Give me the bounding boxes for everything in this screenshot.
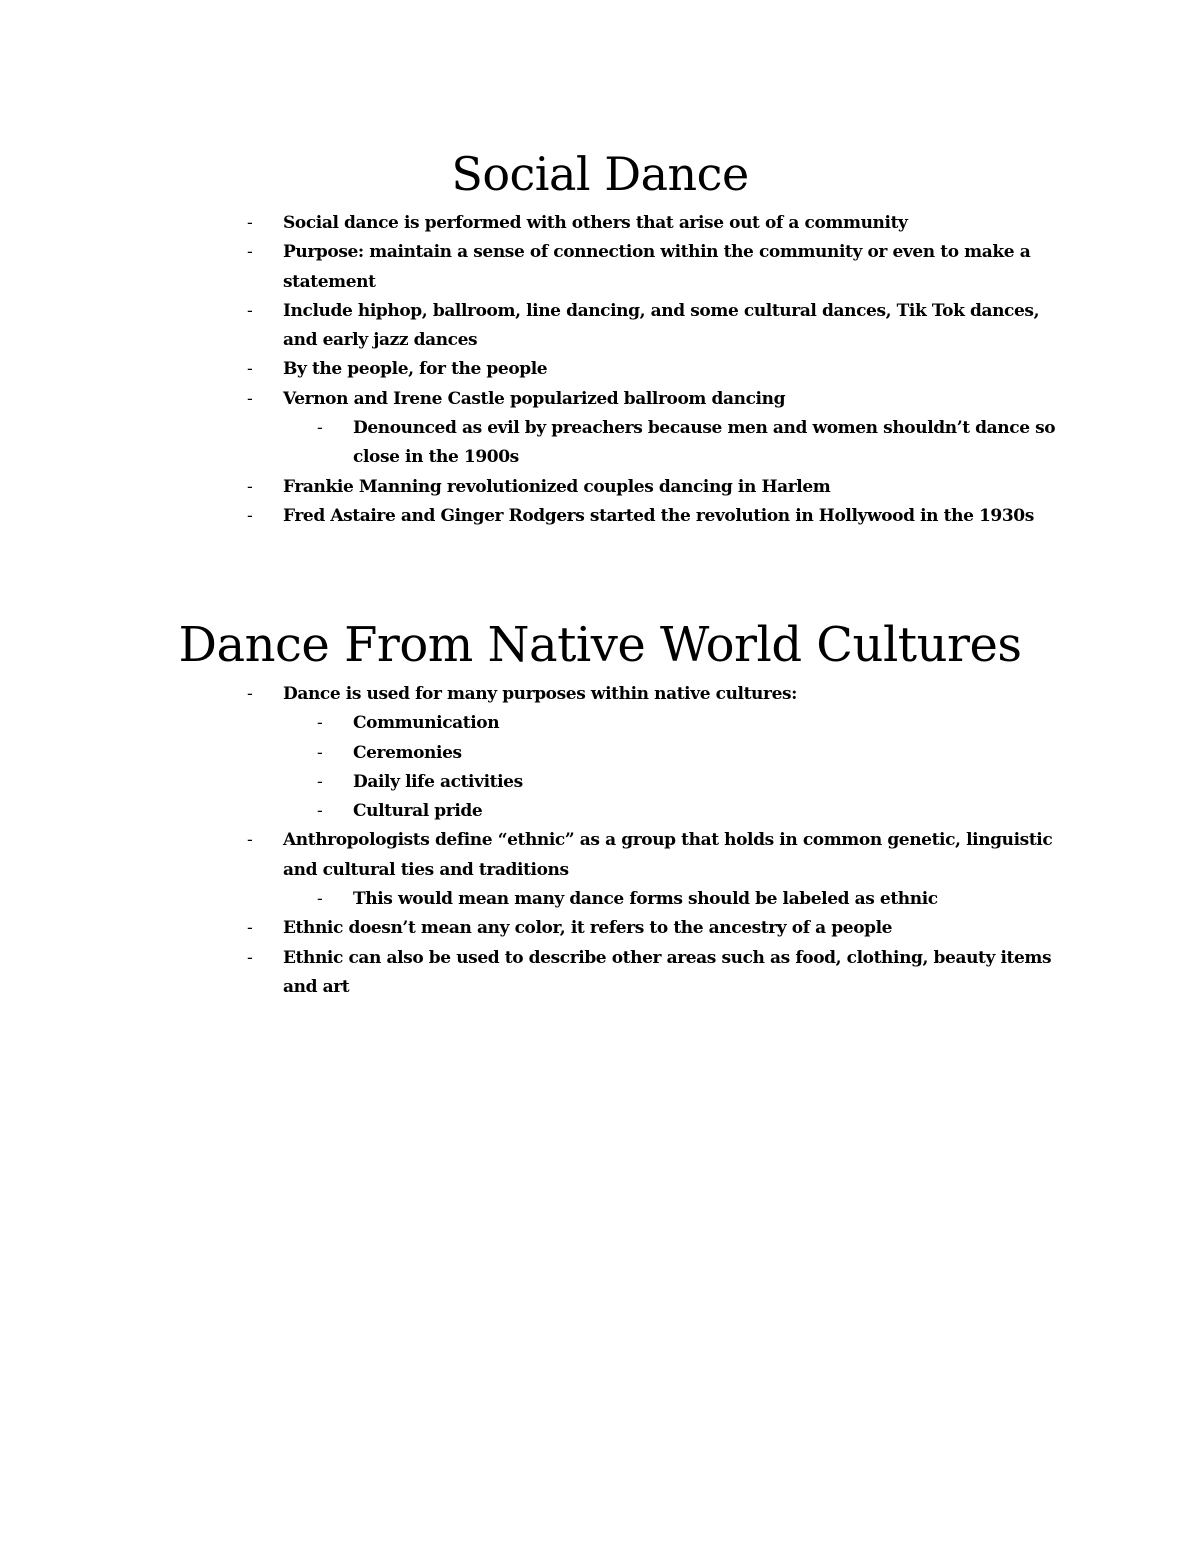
bullet-dash: - (247, 213, 253, 233)
bullet-dash: - (247, 684, 253, 704)
sub-list-item (317, 414, 1073, 473)
list-item (247, 680, 1073, 709)
bullet-dash: - (247, 359, 253, 380)
list-item-text: Denounced as evil by preachers because men and women shouldn’t dance so close in the 1900s (353, 418, 1056, 468)
bullet-dash: - (247, 505, 253, 526)
bullet-dash: - (247, 242, 253, 263)
list-item (247, 826, 1073, 885)
list-item-text: Daily life activities (353, 771, 523, 792)
bullet-dash: - (317, 742, 323, 763)
list-item-text: Vernon and Irene Castle popularized ballroom dancing (283, 388, 786, 409)
list-item-text: Ethnic can also be used to describe other areas such as food, clothing, beauty items and art (283, 947, 1052, 997)
bullet-dash: - (317, 771, 323, 792)
bullet-dash: - (247, 830, 253, 851)
list-item-text: By the people, for the people (283, 359, 548, 380)
bullet-dash: - (317, 713, 323, 734)
section-native-world-cultures (0, 612, 1200, 1002)
sub-list-item (317, 768, 1073, 797)
sub-list-item (317, 739, 1073, 768)
list-item-text: Purpose: maintain a sense of connection within the community or even to make a statement (283, 242, 1031, 292)
section-heading: Social Dance (451, 147, 749, 201)
bullet-dash: - (247, 918, 253, 939)
list-item-text: Communication (353, 713, 500, 734)
list-item-text: Ceremonies (353, 742, 462, 763)
bullet-dash: - (317, 418, 323, 439)
list-item (247, 944, 1073, 1003)
list-item (247, 238, 1073, 297)
list-item-text: Dance is used for many purposes within native cultures: (283, 684, 798, 704)
list-item-text: Include hiphop, ballroom, line dancing, and some cultural dances, Tik Tok dances, and early jazz dances (283, 300, 1040, 351)
bullet-dash: - (247, 947, 253, 968)
bullet-list (0, 680, 1200, 1002)
bullet-dash: - (317, 801, 323, 822)
list-item-text: This would mean many dance forms should be labeled as ethnic (353, 889, 938, 910)
sub-list-item (317, 885, 1073, 914)
list-item-text: Frankie Manning revolutionized couples dancing in Harlem (283, 476, 831, 497)
list-item-text: Social dance is performed with others that arise out of a community (283, 213, 908, 233)
sub-list-item (317, 709, 1073, 738)
list-item (247, 209, 1073, 238)
section-social-dance (0, 142, 1200, 531)
section-heading: Dance From Native World Cultures (178, 617, 1022, 673)
bullet-dash: - (317, 889, 323, 910)
list-item (247, 473, 1073, 502)
list-item (247, 914, 1073, 943)
bullet-dash: - (247, 388, 253, 409)
bullet-dash: - (247, 476, 253, 497)
list-item (247, 385, 1073, 414)
list-item-text: Ethnic doesn’t mean any color, it refers to the ancestry of a people (283, 918, 893, 939)
list-item-text: Cultural pride (353, 801, 483, 822)
bullet-dash: - (247, 300, 253, 321)
list-item (247, 355, 1073, 384)
list-item-text: Fred Astaire and Ginger Rodgers started the revolution in Hollywood in the 1930s (283, 505, 1034, 526)
bullet-list (0, 209, 1200, 531)
list-item-text: Anthropologists define “ethnic” as a group that holds in common genetic, linguistic and cultural ties and traditions (283, 830, 1053, 880)
sub-list-item (317, 797, 1073, 826)
list-item (247, 297, 1073, 356)
list-item (247, 502, 1073, 531)
